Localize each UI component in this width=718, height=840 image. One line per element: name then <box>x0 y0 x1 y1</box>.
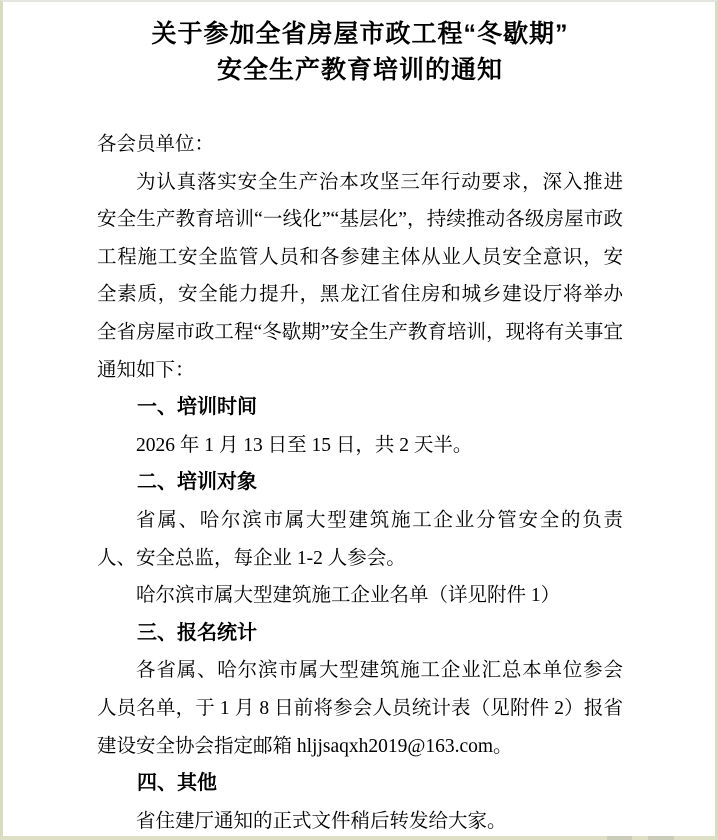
document-title-line1: 关于参加全省房屋市政工程“冬歇期” <box>151 20 569 48</box>
document-body <box>97 126 623 840</box>
document-title-line2: 安全生产教育培训的通知 <box>216 56 503 84</box>
salutation: 各会员单位： <box>97 134 215 155</box>
section-2-paragraph-1: 省属、哈尔滨市属大型建筑施工企业分管安全的负责人、安全总监，每企业 1-2 人参会。 <box>97 509 623 569</box>
bottom-edge-artifact <box>607 836 632 840</box>
section-3-heading: 三、报名统计 <box>137 621 257 644</box>
section-1-paragraph: 2026 年 1 月 13 日至 15 日，共 2 天半。 <box>136 434 473 456</box>
section-4-paragraph: 省住建厅通知的正式文件稍后转发给大家。 <box>136 810 507 832</box>
intro-paragraph: 为认真落实安全生产治本攻坚三年行动要求，深入推进安全生产教育培训“一线化”“基层化”，持续推动各级房屋市政工程施工安全监管人员和各参建主体从业人员安全意识，安全素质，安全能力提升，黑龙江省住房和城乡建设厅将举办全省房屋市政工程“冬歇期”安全生产教育培训，现将有关事宜通知如下： <box>97 171 623 381</box>
document-title <box>97 16 623 88</box>
section-1-heading: 一、培训时间 <box>137 396 257 419</box>
document-content <box>3 2 715 836</box>
section-2-heading: 二、培训对象 <box>137 471 257 494</box>
bottom-edge-artifact <box>648 836 674 840</box>
section-3-paragraph: 各省属、哈尔滨市属大型建筑施工企业汇总本单位参会人员名单，于 1 月 8 日前将参会人员统计表（见附件 2）报省建设安全协会指定邮箱 hljjsaqxh2019@163.com。 <box>97 660 623 757</box>
section-4-heading: 四、其他 <box>137 772 217 795</box>
section-2-paragraph-2: 哈尔滨市属大型建筑施工企业名单（详见附件 1） <box>136 585 561 607</box>
